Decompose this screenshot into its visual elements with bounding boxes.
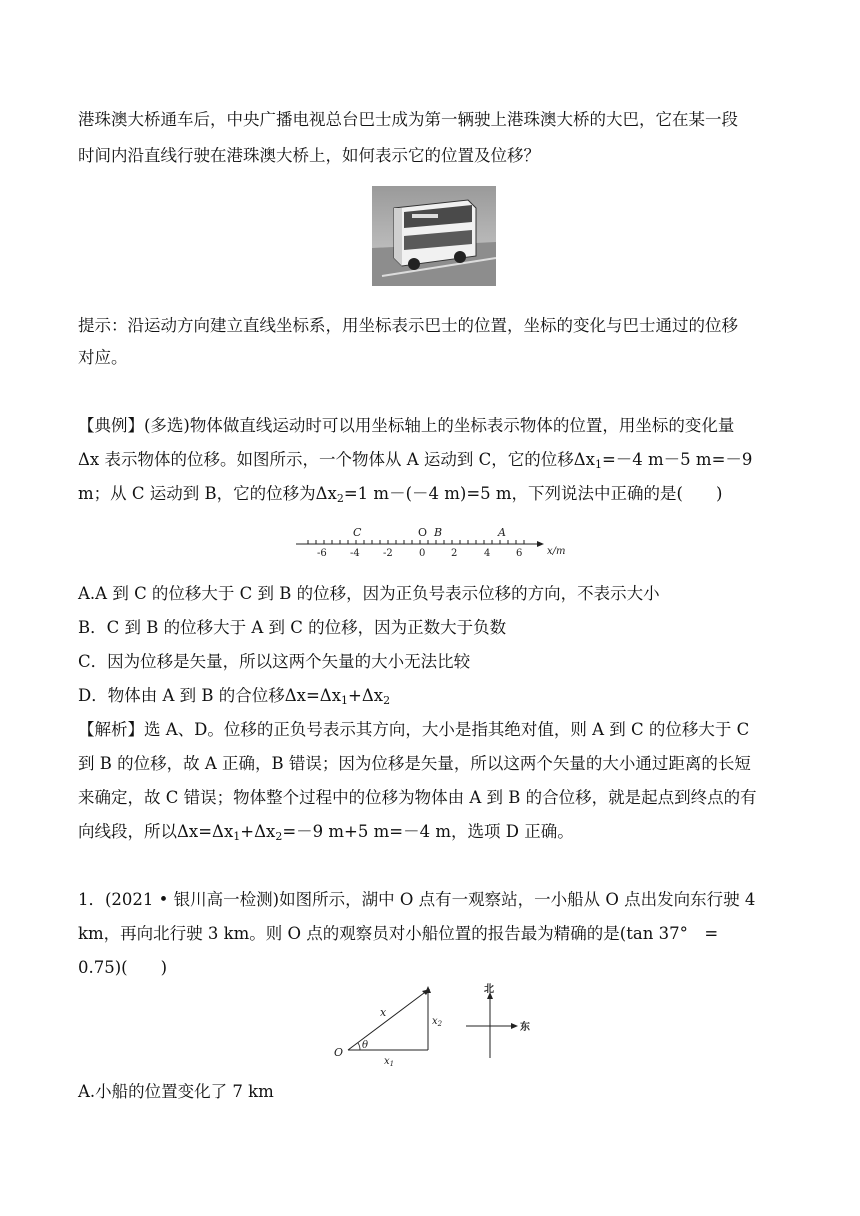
- hypotenuse-label: x: [380, 1006, 387, 1019]
- hint-line-2: 对应。: [78, 348, 128, 367]
- intro-line-2: 时间内沿直线行驶在港珠澳大桥上，如何表示它的位置及位移？: [78, 146, 540, 165]
- north-label: 北: [484, 984, 494, 995]
- east-label: 东: [520, 1022, 530, 1033]
- axis-point-A: A: [498, 526, 506, 539]
- example-line-3: m；从 C 运动到 B，它的位移为$\Delta x_2=1$ m－(－4 m)=5 m，下列说法中正确的是( ): [78, 484, 723, 505]
- tick-label: -4: [350, 548, 360, 559]
- analysis-line-2: 到 B 的位移，故 A 正确，B 错误；因为位移是矢量，所以这两个矢量的大小通过距离的长短: [78, 754, 751, 773]
- x2-label: $x_2$: [432, 1016, 443, 1028]
- analysis-line-4: 向线段，所以$\Delta x=\Delta x_1+\Delta x_2=-9$ m+5 m=－4 m，选项 D 正确。: [78, 822, 574, 843]
- analysis-line-1: 【解析】选 A、D。位移的正负号表示其方向，大小是指其绝对值，则 A 到 C 的位移大于 C: [78, 720, 750, 739]
- axis-point-O: O: [418, 526, 428, 539]
- option-a: A.A 到 C 的位移大于 C 到 B 的位移，因为正负号表示位移的方向，不表示大小: [78, 584, 660, 603]
- question1-line-2: km，再向北行驶 3 km。则 O 点的观察员对小船位置的报告最为精确的是(tan 37° =: [78, 924, 719, 943]
- tick-label: 4: [484, 548, 491, 559]
- triangle-figure: [330, 982, 450, 1066]
- axis-unit-label: x/m: [547, 546, 566, 557]
- point-O-label: O: [334, 1046, 344, 1059]
- example-line-1: 【典例】(多选)物体做直线运动时可以用坐标轴上的坐标表示物体的位置，用坐标的变化量: [78, 416, 735, 435]
- question1-line-3: 0.75)( ): [78, 958, 168, 977]
- x1-label: $x_1$: [384, 1056, 395, 1066]
- option-b: B．C 到 B 的位移大于 A 到 C 的位移，因为正数大于负数: [78, 618, 507, 637]
- tick-label: -6: [317, 548, 327, 559]
- compass-figure: [462, 982, 534, 1062]
- tick-label: -2: [383, 548, 393, 559]
- hint-line-1: 提示：沿运动方向建立直线坐标系，用坐标表示巴士的位置，坐标的变化与巴士通过的位移: [78, 316, 738, 335]
- example-line-2: Δx 表示物体的位移。如图所示，一个物体从 A 运动到 C，它的位移$\Delta x_1=-4$ m－5 m=－9: [78, 450, 753, 471]
- axis-point-C: C: [353, 526, 362, 539]
- tick-label: 2: [451, 548, 458, 559]
- question1-line-1: 1．(2021 • 银川高一检测)如图所示，湖中 O 点有一观察站，一小船从 O 点出发向东行驶 4: [78, 890, 756, 909]
- intro-line-1: 港珠澳大桥通车后，中央广播电视总台巴士成为第一辆驶上港珠澳大桥的大巴，它在某一段: [78, 110, 738, 129]
- theta-label: θ: [362, 1040, 369, 1051]
- bus-photo: [372, 186, 496, 286]
- number-line-figure: [292, 522, 574, 562]
- axis-point-B: B: [434, 526, 443, 539]
- analysis-line-3: 来确定，故 C 错误；物体整个过程中的位移为物体由 A 到 B 的合位移，就是起点到终点的有: [78, 788, 757, 807]
- tick-label: 0: [419, 548, 426, 559]
- option-d: D．物体由 A 到 B 的合位移$\Delta x=\Delta x_1+\Delta x_2$: [78, 686, 391, 707]
- tick-label: 6: [516, 548, 523, 559]
- question1-option-a: A.小船的位置变化了 7 km: [78, 1082, 274, 1101]
- option-c: C．因为位移是矢量，所以这两个矢量的大小无法比较: [78, 652, 471, 671]
